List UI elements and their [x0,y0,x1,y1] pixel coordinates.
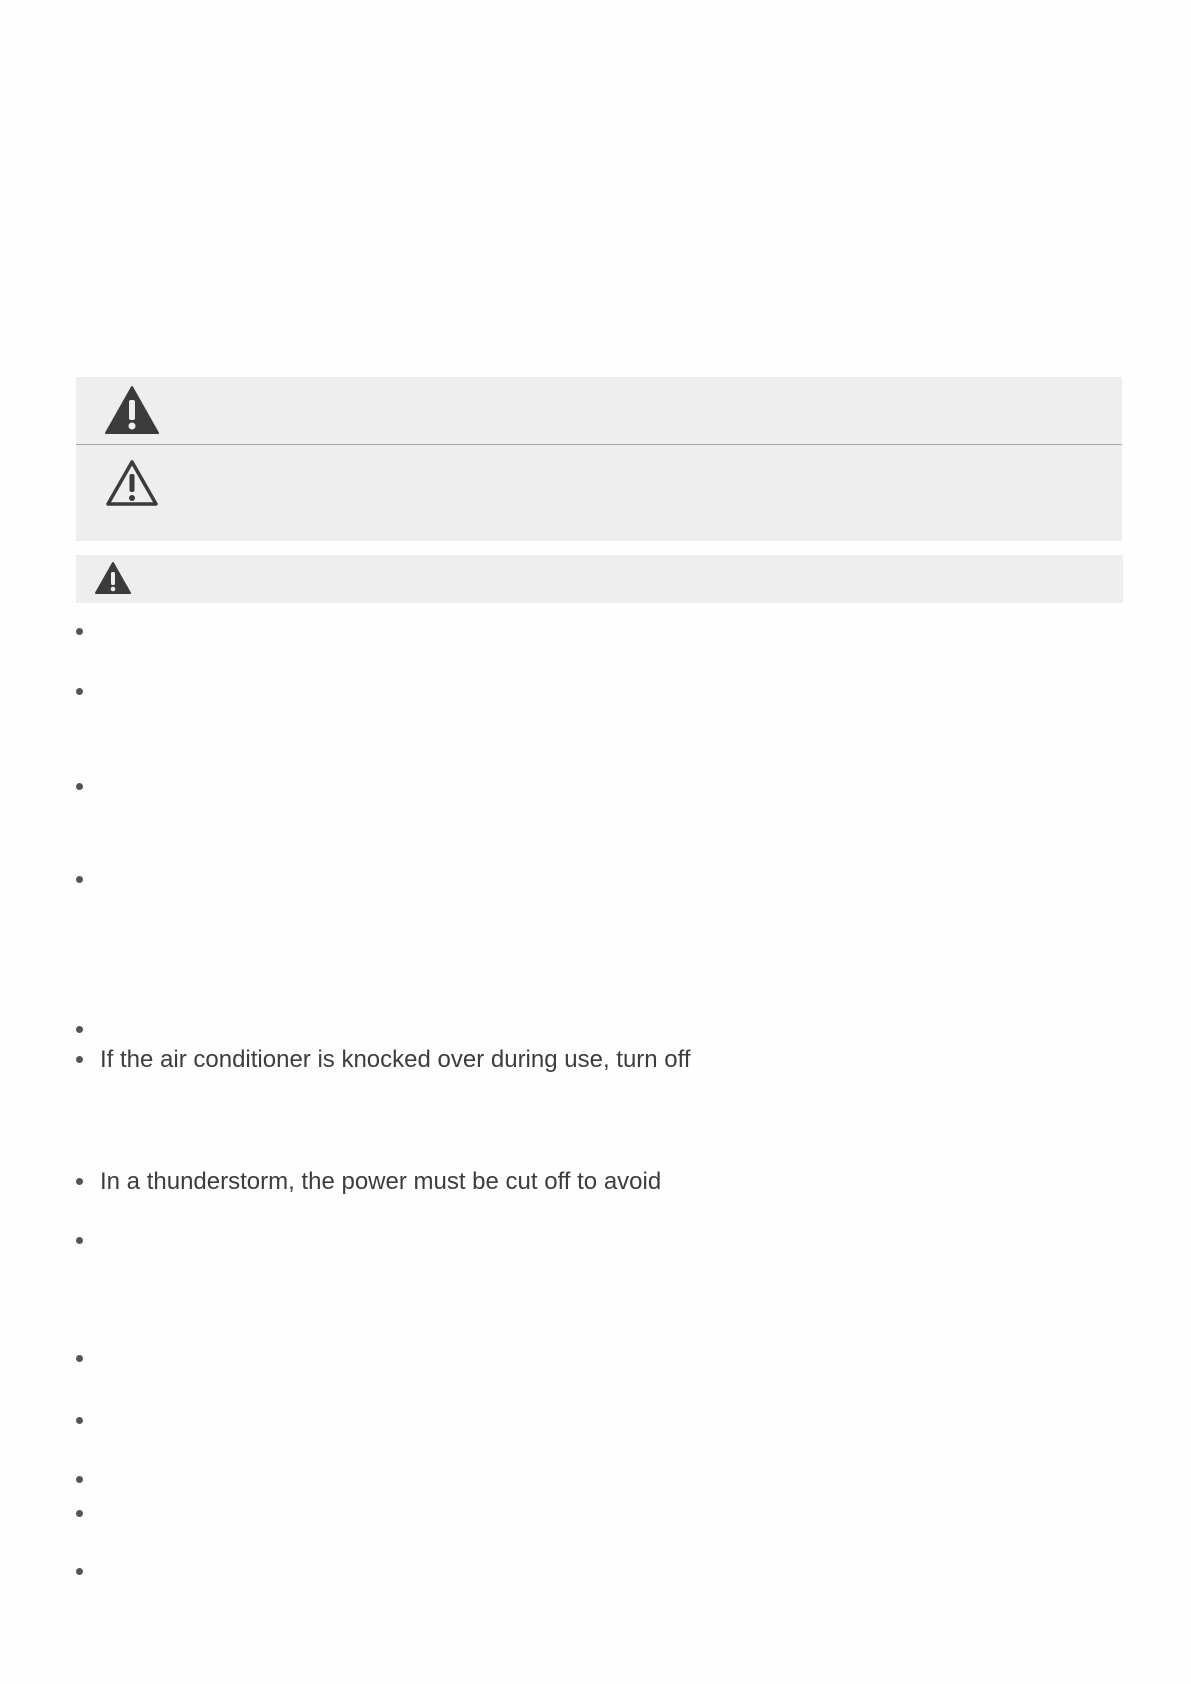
list-bullet [76,876,83,883]
list-bullet [76,1476,83,1483]
list-item-text: In a thunderstorm, the power must be cut off to avoid [100,1168,662,1195]
list-bullet [76,1026,83,1033]
warning-filled-icon [104,385,160,435]
list-bullet [76,1056,83,1063]
list-bullet [76,628,83,635]
caution-header [76,555,1123,603]
list-bullet [76,1417,83,1424]
list-bullet [76,783,83,790]
list-bullet [76,1510,83,1517]
list-bullet [76,688,83,695]
list-bullet [76,1178,83,1185]
warning-panel [76,377,1122,541]
list-bullet [76,1355,83,1362]
warning-filled-small-icon [94,561,132,595]
warning-outline-icon [105,458,159,508]
list-bullet [76,1568,83,1575]
list-bullet [76,1237,83,1244]
panel-divider [76,444,1122,445]
list-item-text: If the air conditioner is knocked over during use, turn off [100,1046,691,1073]
